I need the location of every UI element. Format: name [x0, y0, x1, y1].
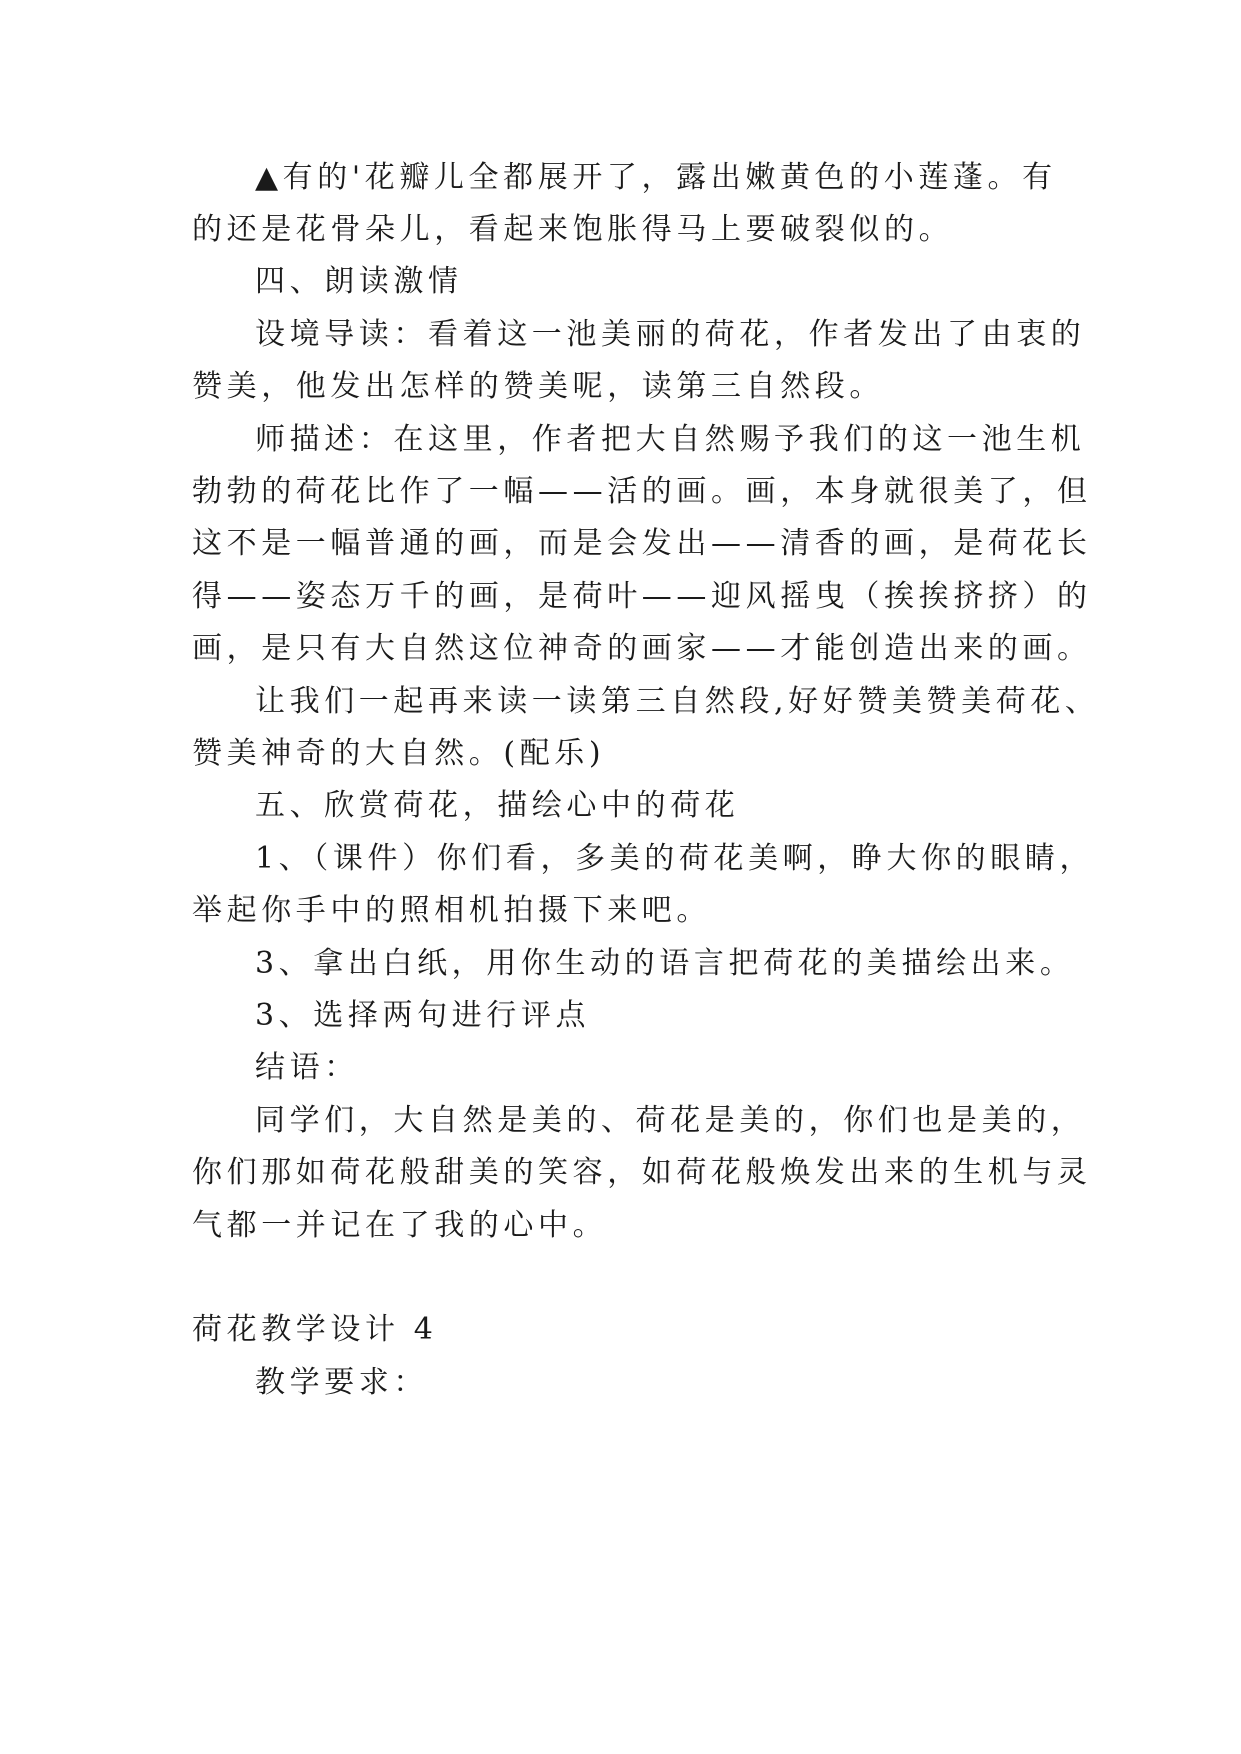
paragraph-line: 3、选择两句进行评点 — [255, 998, 591, 1033]
document-title: 荷花教学设计 4 — [192, 1312, 438, 1347]
paragraph-line: 师描述：在这里，作者把大自然赐予我们的这一池生机 — [255, 422, 1086, 457]
paragraph-line: 赞美，他发出怎样的赞美呢，读第三自然段。 — [192, 369, 884, 404]
section-heading: 四、朗读激情 — [255, 264, 463, 299]
paragraph-line: 赞美神奇的大自然。(配乐) — [192, 736, 606, 771]
paragraph-line: 3、拿出白纸，用你生动的语言把荷花的美描绘出来。 — [255, 946, 1075, 981]
paragraph-line: 的还是花骨朵儿，看起来饱胀得马上要破裂似的。 — [192, 212, 954, 247]
paragraph-line: 设境导读：看着这一池美丽的荷花，作者发出了由衷的 — [255, 317, 1086, 352]
paragraph-line: 画，是只有大自然这位神奇的画家——才能创造出来的画。 — [192, 631, 1092, 666]
section-heading: 教学要求： — [255, 1365, 428, 1400]
paragraph-line: 举起你手中的照相机拍摄下来吧。 — [192, 893, 711, 928]
paragraph-line: 勃勃的荷花比作了一幅——活的画。画，本身就很美了，但 — [192, 474, 1092, 509]
paragraph-line: 气都一并记在了我的心中。 — [192, 1208, 608, 1243]
paragraph-line: ▲有的'花瓣儿全都展开了，露出嫩黄色的小莲蓬。有 — [255, 160, 1057, 195]
paragraph-line: 1、（课件）你们看，多美的荷花美啊，睁大你的眼睛， — [255, 841, 1095, 876]
paragraph-line: 得——姿态万千的画，是荷叶——迎风摇曳（挨挨挤挤）的 — [192, 579, 1092, 614]
paragraph-line: 这不是一幅普通的画，而是会发出——清香的画，是荷花长 — [192, 526, 1092, 561]
section-heading: 五、欣赏荷花，描绘心中的荷花 — [255, 788, 740, 823]
section-heading: 结语： — [255, 1050, 359, 1085]
paragraph-line: 让我们一起再来读一读第三自然段,好好赞美赞美荷花、 — [255, 684, 1100, 719]
paragraph-line: 你们那如荷花般甜美的笑容，如荷花般焕发出来的生机与灵 — [192, 1155, 1092, 1190]
paragraph-line: 同学们，大自然是美的、荷花是美的，你们也是美的， — [255, 1103, 1086, 1138]
